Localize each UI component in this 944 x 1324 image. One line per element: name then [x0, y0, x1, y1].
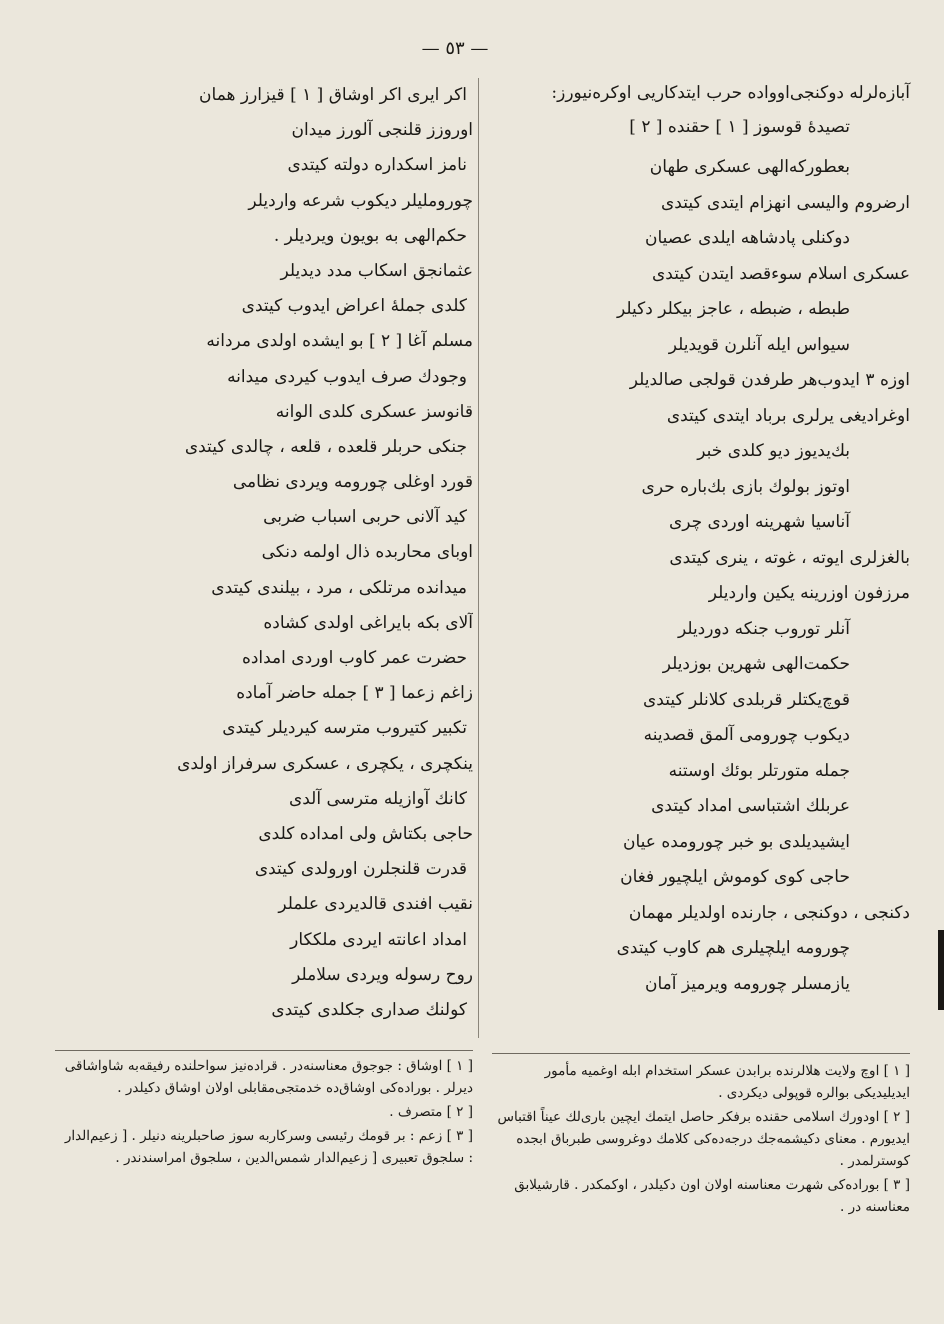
verse-line: اوبای محاربده ذال اولمه دنكی [261, 542, 473, 563]
verse-line: میدانده مرتلكی ، مرد ، بیلندی كیتدی [211, 577, 467, 598]
footnote: [ ١ ] اوچ ولایت هلالرنده برابدن عسكر استخدام ابله اوغمیه مأمور ایدیلیدیكی بوالره قوپولی دیكردی . [544, 1063, 910, 1101]
right-column-subtitle: تصیدهٔ قوسو‌ز [ ١ ] حقنده [ ٢ ] [629, 117, 850, 137]
verse-line: آلای بكه بایراغی اولدی كشاده [263, 612, 473, 633]
verse-line: عربلك اشتباسی امداد كیتدی [651, 796, 850, 816]
verse-line: طبطه ، ضبطه ، عاجز بیكلر دكیلر [616, 299, 850, 319]
verse-line: آناسیا شهرینه اوردی چری [668, 512, 850, 532]
verse-line: جنكی حربلر قلعده ، قلعه ، چالدی كیتدی [184, 436, 467, 457]
footnote: [ ١ ] اوشاق : جوجوق معناسنه‌در . قراده‌نیز سواحلنده رفیقه‌به شاواشاقی دیرلر . بوراده‌كی اوشاق‌ده خدمتجی‌مقابلی اولان اوشاق دكیلدر . [64, 1058, 473, 1096]
verse-line: قانوسز عسكری كلدی الوانه [275, 401, 473, 422]
verse-line: كید آلانی حربی اسباب ضربی [263, 507, 467, 528]
footnote: [ ٣ ] بوراده‌كی شهرت معناسنه اولان اون دكیلدر ، اوكمكدر . قارشیلابق معناسنه در . [514, 1177, 910, 1215]
verse-line: چورومليلر دیكوب شرعه واردیلر [248, 190, 473, 211]
footnote-rule-left [55, 1050, 473, 1051]
verse-line: وجودك صرف ایدوب كیردی میدانه [227, 366, 467, 387]
verse-line: اوغرادیغی یرلری برباد ایتدی كیتدی [666, 405, 910, 426]
column-divider [478, 78, 479, 1038]
verse-line: مسلم آغا [ ٢ ] بو ایشده اولدی مردانه [206, 331, 473, 352]
footnote-rule-right [492, 1053, 910, 1054]
verse-line: قدرت قلنجلرن اورولدی كیتدی [254, 859, 467, 880]
verse-line: روح رسوله ویردی سلاملر [292, 964, 473, 985]
verse-line: تكبیر كتیروب مترسه كیردیلر كیتدی [222, 718, 467, 739]
right-column [492, 78, 910, 1002]
right-verse-list [492, 150, 910, 1002]
verse-line: حاجی بكتاش ولی امداده كلدی [258, 823, 473, 844]
verse-line: حاجی كوی كوموش ایلچیور فغان [620, 867, 850, 887]
verse-line: كولنك صداری جكلدی كیتدی [271, 999, 467, 1020]
binding-edge-mark [938, 930, 944, 1010]
footnotes-left [58, 1055, 473, 1171]
footnote: [ ٢ ] اودورك اسلامی حقنده برفكر حاصل ایتمك ایچین باری‌لك عیناً اقتباس ایدیورم . معنای دكیشمه‌جك درجه‌ده‌كی كلامك دوغروسی طبرباق ابجده كوسترلمدر . [497, 1109, 910, 1169]
verse-line: بالغزلری ایوته ، غوته ، ینری كیتدی [669, 547, 910, 568]
verse-line: دوكنلی پادشاهه ایلدی عصیان [645, 228, 850, 248]
verse-line: ینكچری ، یكچری ، عسكری سرفراز اولدی [177, 753, 473, 774]
verse-line: سیواس ایله آنلرن قویدیلر [668, 334, 850, 355]
verse-line: قورد اوغلی چورومه ویردی نظامی [232, 472, 473, 493]
footnote: [ ٣ ] زعم : بر قومك رئیسی وسركار‌به سوز صاحبلرینه دنیلر . [ زعیم‌الدار : سلجوق تعبیری [ زعیم‌الدار شمس‌الدین ، سلجوق امرا‌سندندر . [64, 1128, 473, 1166]
verse-line: چورومه ایلچیلری هم كاوب كیتدی [616, 938, 850, 958]
verse-line: كلدی جملهٔ اعراض ایدوب كیتدی [241, 296, 467, 317]
verse-line: قوچ‌یكتلر قربلدی كلانلر كیتدی [642, 689, 850, 710]
verse-line: دكنجی ، دوكنجی ، جارنده اولدیلر مهمان [628, 902, 910, 923]
verse-line: بعطوركه‌الهی عسكری طهان [649, 157, 850, 177]
verse-line: حضرت عمر كاوب اوردی امداده [241, 648, 467, 668]
verse-line: حكم‌الهی به بویون ویردیلر . [273, 225, 467, 246]
page-number: — ٥٣ — [421, 38, 489, 59]
verse-line: ارضروم واليسی انهزام ایتدی كیتدی [661, 192, 910, 213]
verse-line: امداد اعانته ایردی ملككار [290, 929, 467, 950]
verse-line: نامز اسكداره دولته كیتدی [287, 155, 467, 176]
verse-line: یازمسلر چورومه ویرمیز آمان [645, 973, 850, 994]
verse-line: مرزفون اوزرینه یکین واردیلر [708, 583, 910, 603]
verse-line: حكمت‌الهی شهرین بوزدیلر [662, 654, 850, 674]
verse-line: جمله متورتلر بوئك اوستنه [668, 760, 850, 781]
verse-line: اكر ایری اكر اوشاق [ ١ ] قیزارز همان [199, 85, 467, 105]
right-column-intro: آبازه‌لرله دوكنجی‌اوواده حرب ایتدكاریی اوكره‌نیورز: [551, 83, 910, 103]
verse-line: عثمانجق اسكاب مدد دیدیلر [280, 260, 473, 281]
verse-line: اوروزز قلنجی آلورز میدان [291, 120, 473, 141]
verse-line: كانك آوازیله مترسی آلدی [288, 788, 467, 809]
left-verse-list [75, 78, 473, 1028]
verse-line: آنلر توروب جنكه دوردیلر [677, 618, 850, 639]
verse-line: اوزه ٣ ایدوب‌هر طرفدن قولجی صالدیلر [629, 370, 910, 390]
verse-line: زاغم زعما [ ٣ ] جمله حاضر آماده [236, 683, 473, 704]
left-column [75, 78, 473, 1028]
verse-line: نقیب افندی قالدیردی علملر [278, 894, 473, 915]
footnotes-right [492, 1060, 910, 1220]
verse-line: اوتوز بولوك بازی بك‌باره حری [641, 476, 850, 497]
verse-line: عسكری اسلام سوءقصد ایتدن كیتدی [651, 263, 910, 284]
verse-line: ایشیدیلدی بو خبر چورومده عیان [623, 831, 850, 852]
verse-line: دیكوب چورومی آلمق قصدینه [643, 725, 850, 745]
verse-line: بك‌یدیوز دیو كلدی خبر [697, 441, 850, 461]
footnote: [ ٢ ] متصرف . [389, 1104, 473, 1120]
